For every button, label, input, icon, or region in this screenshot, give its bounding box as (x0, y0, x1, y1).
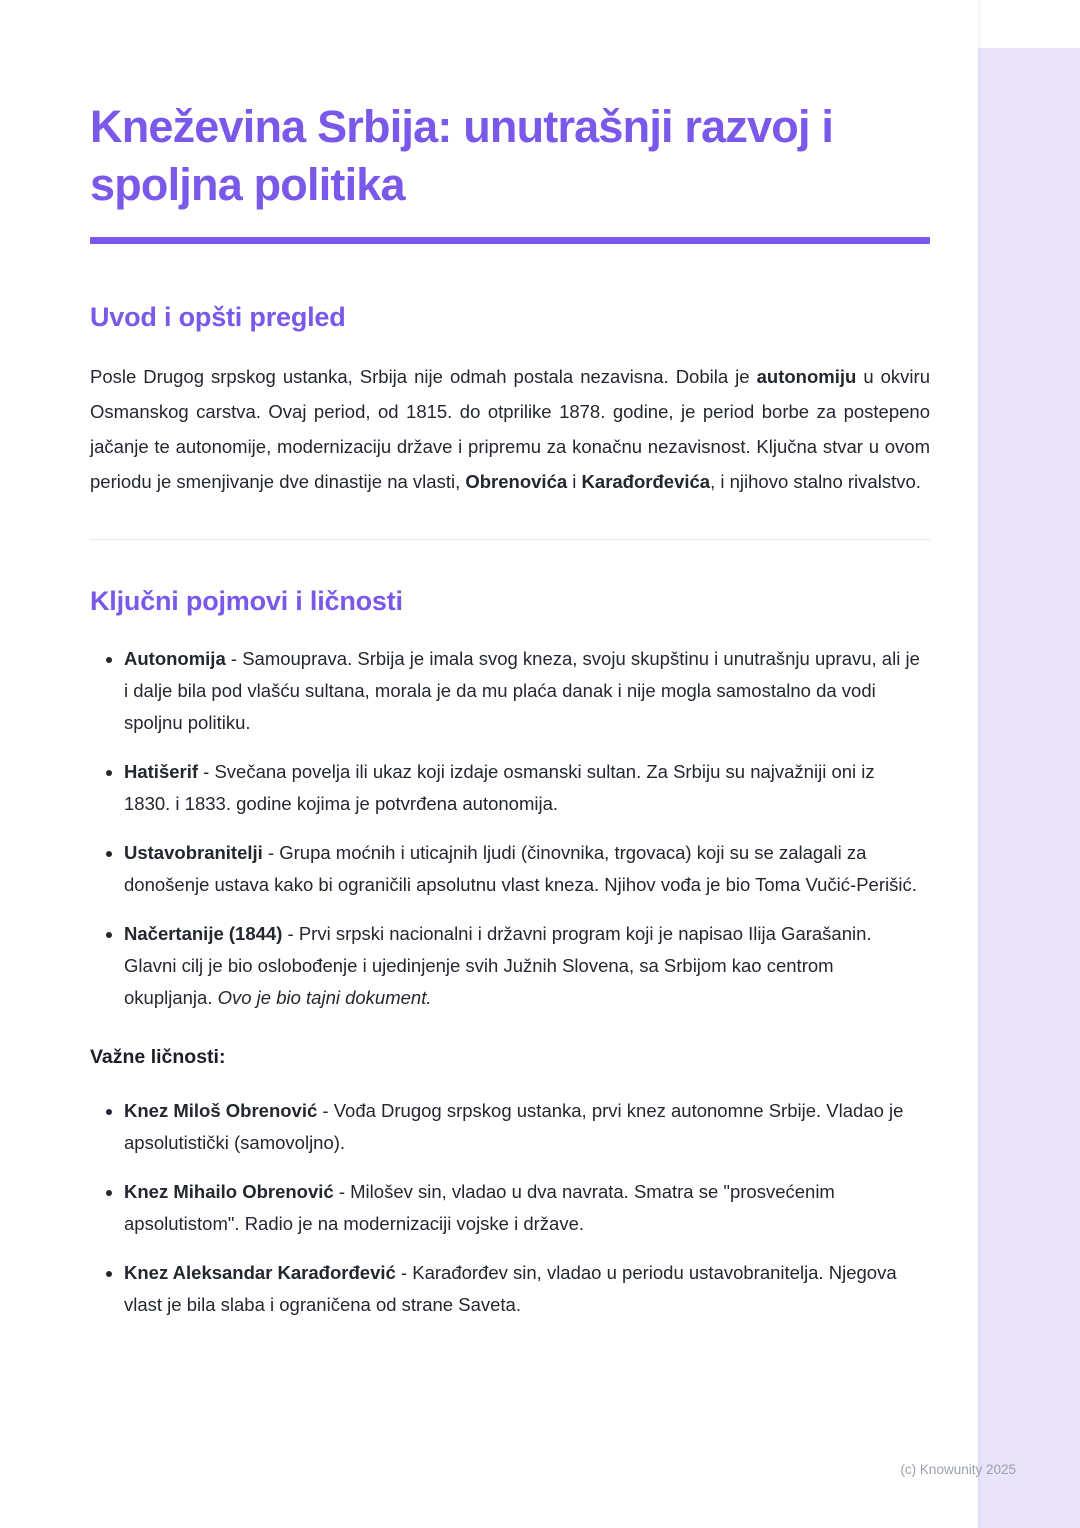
list-item-knez-mihailo: • Knez Mihailo Obrenović - Milošev sin, vladao u dva navrata. Smatra se "prosvećenim apsolutistom". Radio je na modernizaciji vojske i države. (124, 1176, 920, 1240)
list-item-nacertanije: • Načertanije (1844) - Prvi srpski nacionalni i državni program koji je napisao Ilija Garašanin. Glavni cilj je bio oslobođenje i ujedinjenje svih Južnih Slovena, sa Srbijom kao centrom okupljanja. Ovo je bio tajni dokument. (124, 918, 920, 1014)
sub-heading-important-people: Važne ličnosti: (90, 1046, 226, 1069)
page-title: Kneževina Srbija: unutrašnji razvoj i spoljna politika (90, 101, 834, 210)
key-terms-list (90, 643, 920, 1014)
list-item-knez-aleksandar: • Knez Aleksandar Karađorđević - Karađorđev sin, vladao u periodu ustavobranitelja. Njegova vlast je bila slaba i ograničena od strane Saveta. (124, 1257, 920, 1321)
section-divider (90, 539, 930, 540)
list-item-ustavobranitelji: • Ustavobranitelji - Grupa moćnih i uticajnih ljudi (činovnika, trgovaca) koji su se zalagali za donošenje ustava kako bi ograničili apsolutnu vlast kneza. Njihov vođa je bio Toma Vučić-Perišić. (124, 837, 920, 901)
list-item-autonomija: • Autonomija - Samouprava. Srbija je imala svog kneza, svoju skupštinu i unutrašnju upravu, ali je i dalje bila pod vlašću sultana, morala je da mu plaća danak i nije mogla samostalno da vodi spoljnu politiku. (124, 643, 920, 739)
important-people-list (90, 1095, 920, 1321)
copyright-credit: (c) Knowunity 2025 (900, 1462, 1016, 1477)
title-underline-rule (90, 237, 930, 244)
page-edge-strip (978, 48, 1080, 1528)
list-item-knez-milos: • Knez Miloš Obrenović - Vođa Drugog srpskog ustanka, prvi knez autonomne Srbije. Vladao je apsolutistički (samovoljno). (124, 1095, 920, 1159)
list-item-hatiserif: • Hatišerif - Svečana povelja ili ukaz koji izdaje osmanski sultan. Za Srbiju su najvažniji oni iz 1830. i 1833. godine kojima je potvrđena autonomija. (124, 756, 920, 820)
intro-paragraph: Posle Drugog srpskog ustanka, Srbija nije odmah postala nezavisna. Dobila je autonomiju u okviru Osmanskog carstva. Ovaj period, od 1815. do otprilike 1878. godine, je period borbe za postepeno jačanje te autonomije, modernizaciju države i pripremu za konačnu nezavisnost. Ključna stvar u ovom periodu je smenjivanje dve dinastije na vlasti, Obrenovića i Karađorđevića, i njihovo stalno rivalstvo. (90, 366, 930, 493)
section-heading-key-terms: Ključni pojmovi i ličnosti (90, 586, 403, 617)
section-heading-intro: Uvod i opšti pregled (90, 302, 346, 333)
